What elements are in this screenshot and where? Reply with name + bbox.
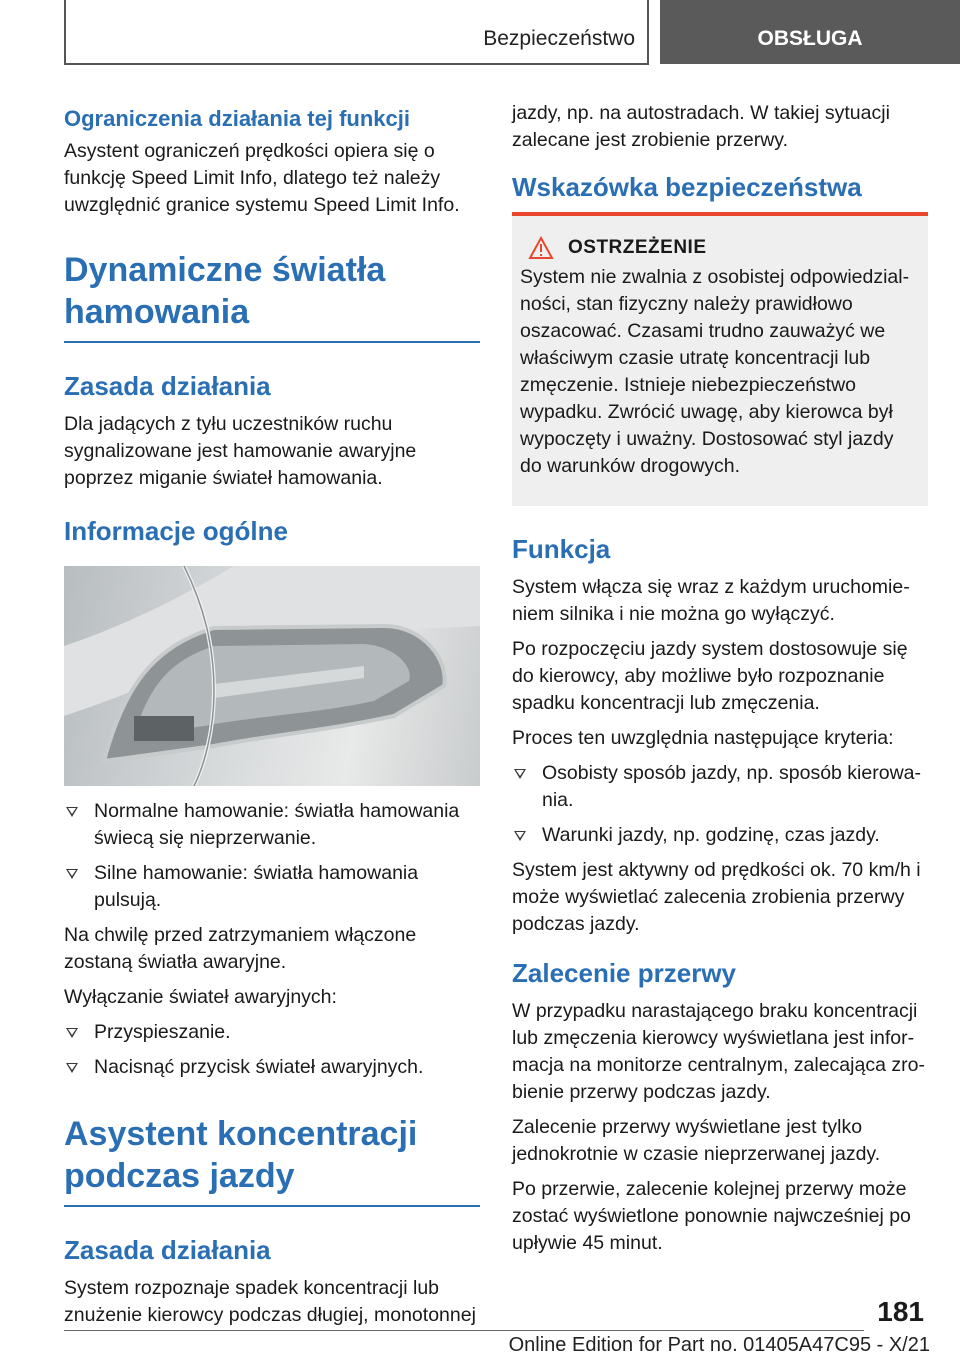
header-rule-mid: [647, 0, 649, 64]
brake-principle-text: Dla jadących z tyłu uczestników ruchu sygnalizowane jest hamowanie awaryjne poprzez miganie świateł hamowania.: [64, 413, 417, 489]
attention-assistant-heading: Asystent koncentracji podczas jazdy: [64, 1115, 418, 1195]
break-heading: Zalecenie przerwy: [512, 958, 736, 988]
list-item: Silne hamowanie: światła hamowania pulsują.: [64, 860, 480, 914]
header-rule-bottom: [64, 63, 649, 65]
brake-bullet-list: [64, 798, 480, 914]
list-item: Warunki jazdy, np. godzinę, czas jazdy.: [512, 822, 928, 849]
brake-lights-heading: Dynamiczne światła hamowania: [64, 251, 386, 331]
tail-light-illustration: [64, 566, 480, 786]
list-item: Normalne hamowanie: światła hamowania świecą się nieprzerwanie.: [64, 798, 480, 852]
header-section-title: Bezpieczeństwo: [483, 27, 635, 50]
triangle-bullet-icon: [514, 831, 526, 841]
page-number: 181: [877, 1296, 924, 1327]
continued-text: jazdy, np. na autostradach. W takiej sytuacji zalecane jest zrobienie przerwy.: [512, 102, 890, 151]
heading-rule: [64, 341, 480, 343]
attention-principle-heading: Zasada działania: [64, 1235, 271, 1265]
warning-box: [512, 212, 928, 506]
function-heading: Funkcja: [512, 534, 611, 564]
list-item: Osobisty sposób jazdy, np. sposób kierowania.: [512, 760, 928, 814]
function-text-4: System jest aktywny od prędkości ok. 70 km/h i może wyświetlać zalecenia zrobienia przerwy podczas jazdy.: [512, 859, 921, 935]
warning-title: [528, 236, 920, 260]
limits-text: Asystent ograniczeń prędkości opiera się o funkcję Speed Limit Info, dlatego też należy uwzględnić granice systemu Speed Limit Info.: [64, 140, 460, 216]
list-item: Przyspieszanie.: [64, 1019, 480, 1046]
header-chapter-tab: OBSŁUGA: [660, 0, 960, 64]
header-rule-left: [64, 0, 66, 64]
hazard-off-text: Wyłączanie świateł awaryjnych:: [64, 986, 337, 1008]
warning-triangle-icon: [528, 236, 554, 260]
break-text-3: Po przerwie, zalecenie kolejnej przerwy może zostać wyświetlone ponownie najwcześniej po upływie 45 minut.: [512, 1178, 911, 1254]
list-item: Nacisnąć przycisk świateł awaryjnych.: [64, 1054, 480, 1081]
left-column: [64, 100, 480, 1337]
break-text-2: Zalecenie przerwy wyświetlane jest tylko jednokrotnie w czasie nieprzerwanej jazdy.: [512, 1116, 881, 1165]
stop-text: Na chwilę przed zatrzymaniem włączone zostaną światła awaryjne.: [64, 924, 417, 973]
limits-heading: Ograniczenia działania tej funkcji: [64, 106, 410, 131]
hazard-bullet-list: [64, 1019, 480, 1081]
triangle-bullet-icon: [514, 769, 526, 779]
function-text-1: System włącza się wraz z każdym uruchomieniem silnika i nie można go wyłączyć.: [512, 576, 910, 625]
warning-text: System nie zwalnia z osobistej odpowiedzialności, stan fizyczny należy prawidłowo oszacować. Czasami trudno zauważyć we właściwym czasie utratę koncentracji lub zmęczenie. Istnieje niebezpieczeństwo wypadku. Zwrócić uwagę, aby kierowca był wypoczęty i uważny. Dostosować styl jazdy do warunków drogowych.: [520, 266, 910, 477]
triangle-bullet-icon: [66, 869, 78, 879]
warning-label: OSTRZEŻENIE: [568, 237, 707, 258]
safety-heading: Wskazówka bezpieczeństwa: [512, 172, 862, 202]
heading-rule: [64, 1205, 480, 1207]
triangle-bullet-icon: [66, 1063, 78, 1073]
tail-light-photo: [64, 566, 480, 786]
function-text-2: Po rozpoczęciu jazdy system dostosowuje się do kierowcy, aby możliwe było rozpoznanie spadku koncentracji lub zmęczenia.: [512, 638, 908, 714]
right-column: [512, 100, 928, 1265]
break-text-1: W przypadku narastającego braku koncentracji lub zmęczenia kierowcy wyświetlana jest informacja na monitorze centralnym, zalecająca zrobienie przerwy podczas jazdy.: [512, 1000, 925, 1103]
function-text-3: Proces ten uwzględnia następujące kryteria:: [512, 727, 894, 749]
footer-edition: Online Edition for Part no. 01405A47C95 - X/21: [508, 1334, 930, 1356]
triangle-bullet-icon: [66, 1028, 78, 1038]
triangle-bullet-icon: [66, 807, 78, 817]
general-info-heading: Informacje ogólne: [64, 516, 288, 546]
criteria-bullet-list: [512, 760, 928, 849]
attention-principle-text: System rozpoznaje spadek koncentracji lub znużenie kierowcy podczas długiej, monotonnej: [64, 1277, 476, 1326]
footer-rule: [64, 1330, 864, 1331]
brake-principle-heading: Zasada działania: [64, 371, 271, 401]
